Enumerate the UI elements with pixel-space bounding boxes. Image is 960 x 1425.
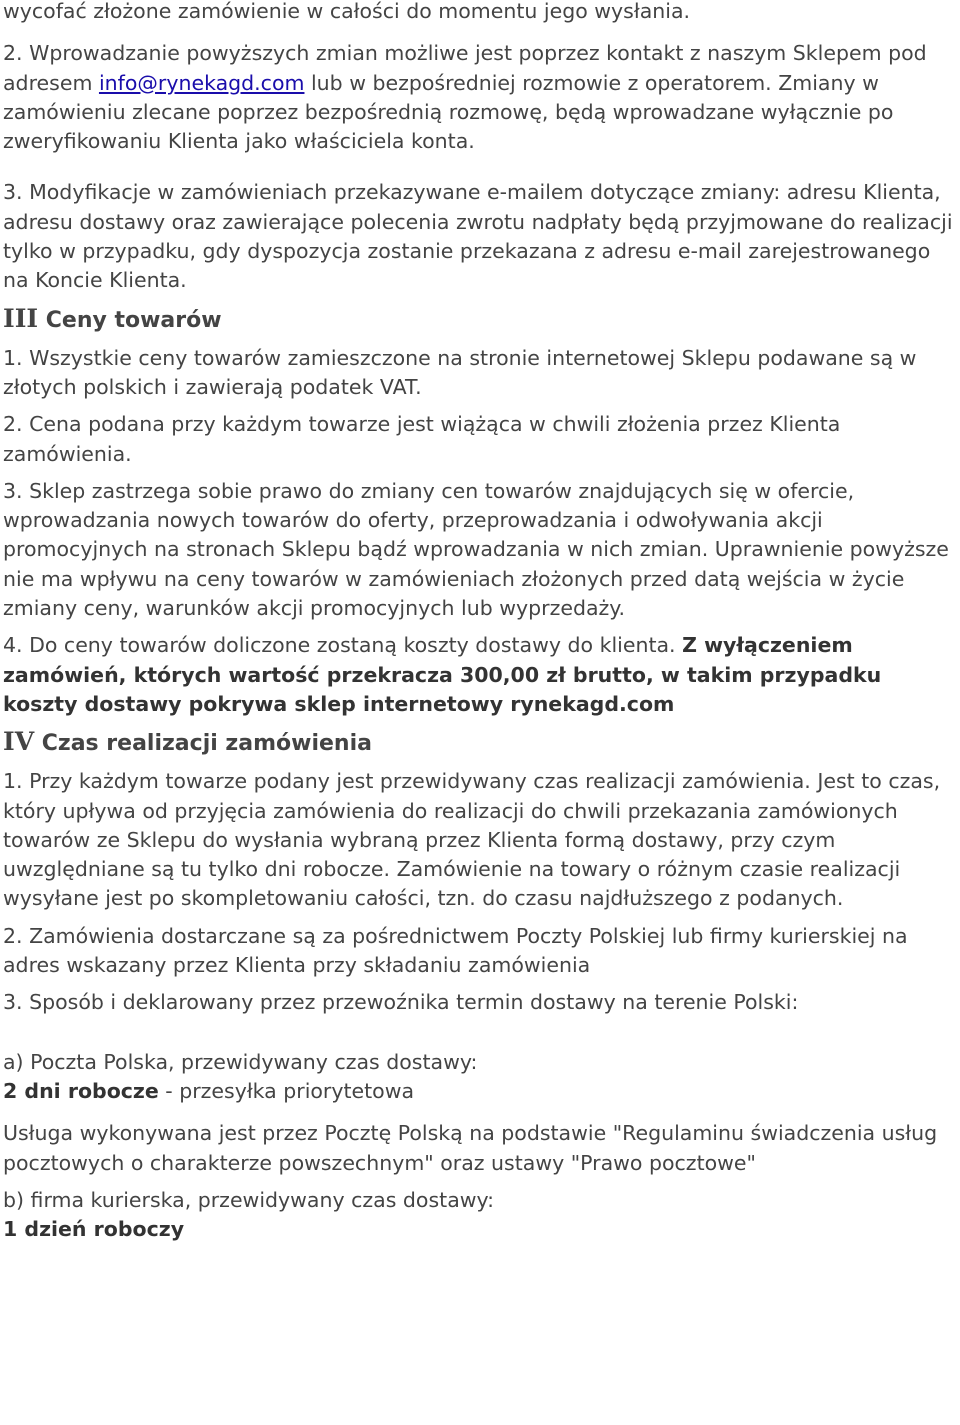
section-3-roman: III bbox=[3, 303, 39, 333]
prices-paragraph-2 bbox=[3, 410, 957, 469]
free-shipping-notice: Z wyłączeniem zamówień, których wartość przekracza 300,00 zł brutto, w takim przypadku koszty dostawy pokrywa sklep internetowy rynekagd.com bbox=[3, 633, 882, 716]
prices-paragraph-2-text: 2. Cena podana przy każdym towarze jest wiążąca w chwili złożenia przez Klienta zamówienia. bbox=[3, 412, 841, 466]
delivery-option-courier-time: 1 dzień roboczy bbox=[3, 1217, 185, 1242]
prices-paragraph-3 bbox=[3, 477, 957, 623]
delivery-option-poczta-note-text: Usługa wykonywana jest przez Pocztę Polską na podstawie "Regulaminu świadczenia usług pocztowych o charakterze powszechnym" oraz ustawy "Prawo pocztowe" bbox=[3, 1121, 938, 1175]
fulfillment-paragraph-2 bbox=[3, 922, 957, 981]
delivery-option-poczta-note bbox=[3, 1119, 957, 1178]
fulfillment-paragraph-1-text: 1. Przy każdym towarze podany jest przewidywany czas realizacji zamówienia. Jest to czas, który upływa od przyjęcia zamówienia do realizacji do chwili przekazania zamówionych towarów ze Sklepu do wysłania wybraną przez Klienta formą dostawy, przy czym uwzględniane są tu tylko dni robocze. Zamówienie na towary o różnym czasie realizacji wysyłane jest po skompletowaniu całości, tzn. do czasu najdłuższego z podanych. bbox=[3, 769, 941, 911]
delivery-option-poczta-type: - przesyłka priorytetowa bbox=[158, 1078, 415, 1103]
paragraph-intro-text: wycofać złożone zamówienie w całości do momentu jego wysłania. bbox=[3, 0, 691, 23]
section-4-roman: IV bbox=[3, 727, 35, 757]
paragraph-2-text-a: 2. Wprowadzanie powyższych zmian możliwe jest poprzez kontakt z naszym Sklepem pod adresem bbox=[3, 41, 927, 95]
paragraph-2-changes bbox=[3, 39, 957, 156]
email-link[interactable]: info@rynekagd.com bbox=[98, 70, 305, 95]
prices-paragraph-3-text: 3. Sklep zastrzega sobie prawo do zmiany cen towarów znajdujących się w ofercie, wprowadzania nowych towarów do oferty, przeprowadzania i odwoływania akcji promocyjnych na stronach Sklepu bądź wprowadzania w nich zmian. Uprawnienie powyższe nie ma wpływu na ceny towarów w zamówieniach złożonych przed datą wejścia w życie zmiany ceny, warunków akcji promocyjnych lub wyprzedaży. bbox=[3, 478, 949, 621]
fulfillment-paragraph-2-text: 2. Zamówienia dostarczane są za pośrednictwem Poczty Polskiej lub firmy kurierskiej na adres wskazany przez Klienta przy składaniu zamówienia bbox=[3, 923, 908, 978]
delivery-option-poczta-time: 2 dni robocze bbox=[3, 1078, 159, 1103]
section-3-title: Ceny towarów bbox=[38, 307, 222, 333]
paragraph-intro bbox=[3, 0, 957, 26]
section-4-title: Czas realizacji zamówienia bbox=[34, 731, 372, 757]
section-heading-fulfillment bbox=[3, 727, 957, 759]
prices-paragraph-4 bbox=[3, 631, 957, 719]
delivery-option-courier bbox=[3, 1186, 957, 1245]
delivery-option-poczta bbox=[3, 1048, 957, 1107]
fulfillment-paragraph-1 bbox=[3, 767, 957, 913]
prices-paragraph-1 bbox=[3, 344, 957, 403]
delivery-option-poczta-label: a) Poczta Polska, przewidywany czas dostawy: bbox=[3, 1049, 478, 1074]
delivery-option-courier-label: b) firma kurierska, przewidywany czas dostawy: bbox=[3, 1187, 495, 1212]
prices-paragraph-1-text: 1. Wszystkie ceny towarów zamieszczone na stronie internetowej Sklepu podawane są w złotych polskich i zawierają podatek VAT. bbox=[3, 345, 917, 399]
section-heading-prices bbox=[3, 304, 957, 336]
fulfillment-paragraph-3 bbox=[3, 988, 957, 1017]
paragraph-3-modifications bbox=[3, 178, 957, 295]
fulfillment-paragraph-3-text: 3. Sposób i deklarowany przez przewoźnika termin dostawy na terenie Polski: bbox=[3, 990, 799, 1015]
paragraph-2-text-b: lub w bezpośredniej rozmowie z operatorem. Zmiany w zamówieniu zlecane poprzez bezpośrednią rozmowę, będą wprowadzane wyłącznie po zweryfikowaniu Klienta jako właściciela konta. bbox=[3, 70, 894, 154]
regulamin-document bbox=[3, 0, 957, 1244]
prices-paragraph-4-text: 4. Do ceny towarów doliczone zostaną koszty dostawy do klienta. bbox=[3, 633, 683, 658]
paragraph-3-text: 3. Modyfikacje w zamówieniach przekazywane e-mailem dotyczące zmiany: adresu Klienta, adresu dostawy oraz zawierające polecenia zwrotu nadpłaty będą przyjmowane do realizacji tylko w przypadku, gdy dyspozycja zostanie przekazana z adresu e-mail zarejestrowanego na Koncie Klienta. bbox=[3, 180, 953, 293]
